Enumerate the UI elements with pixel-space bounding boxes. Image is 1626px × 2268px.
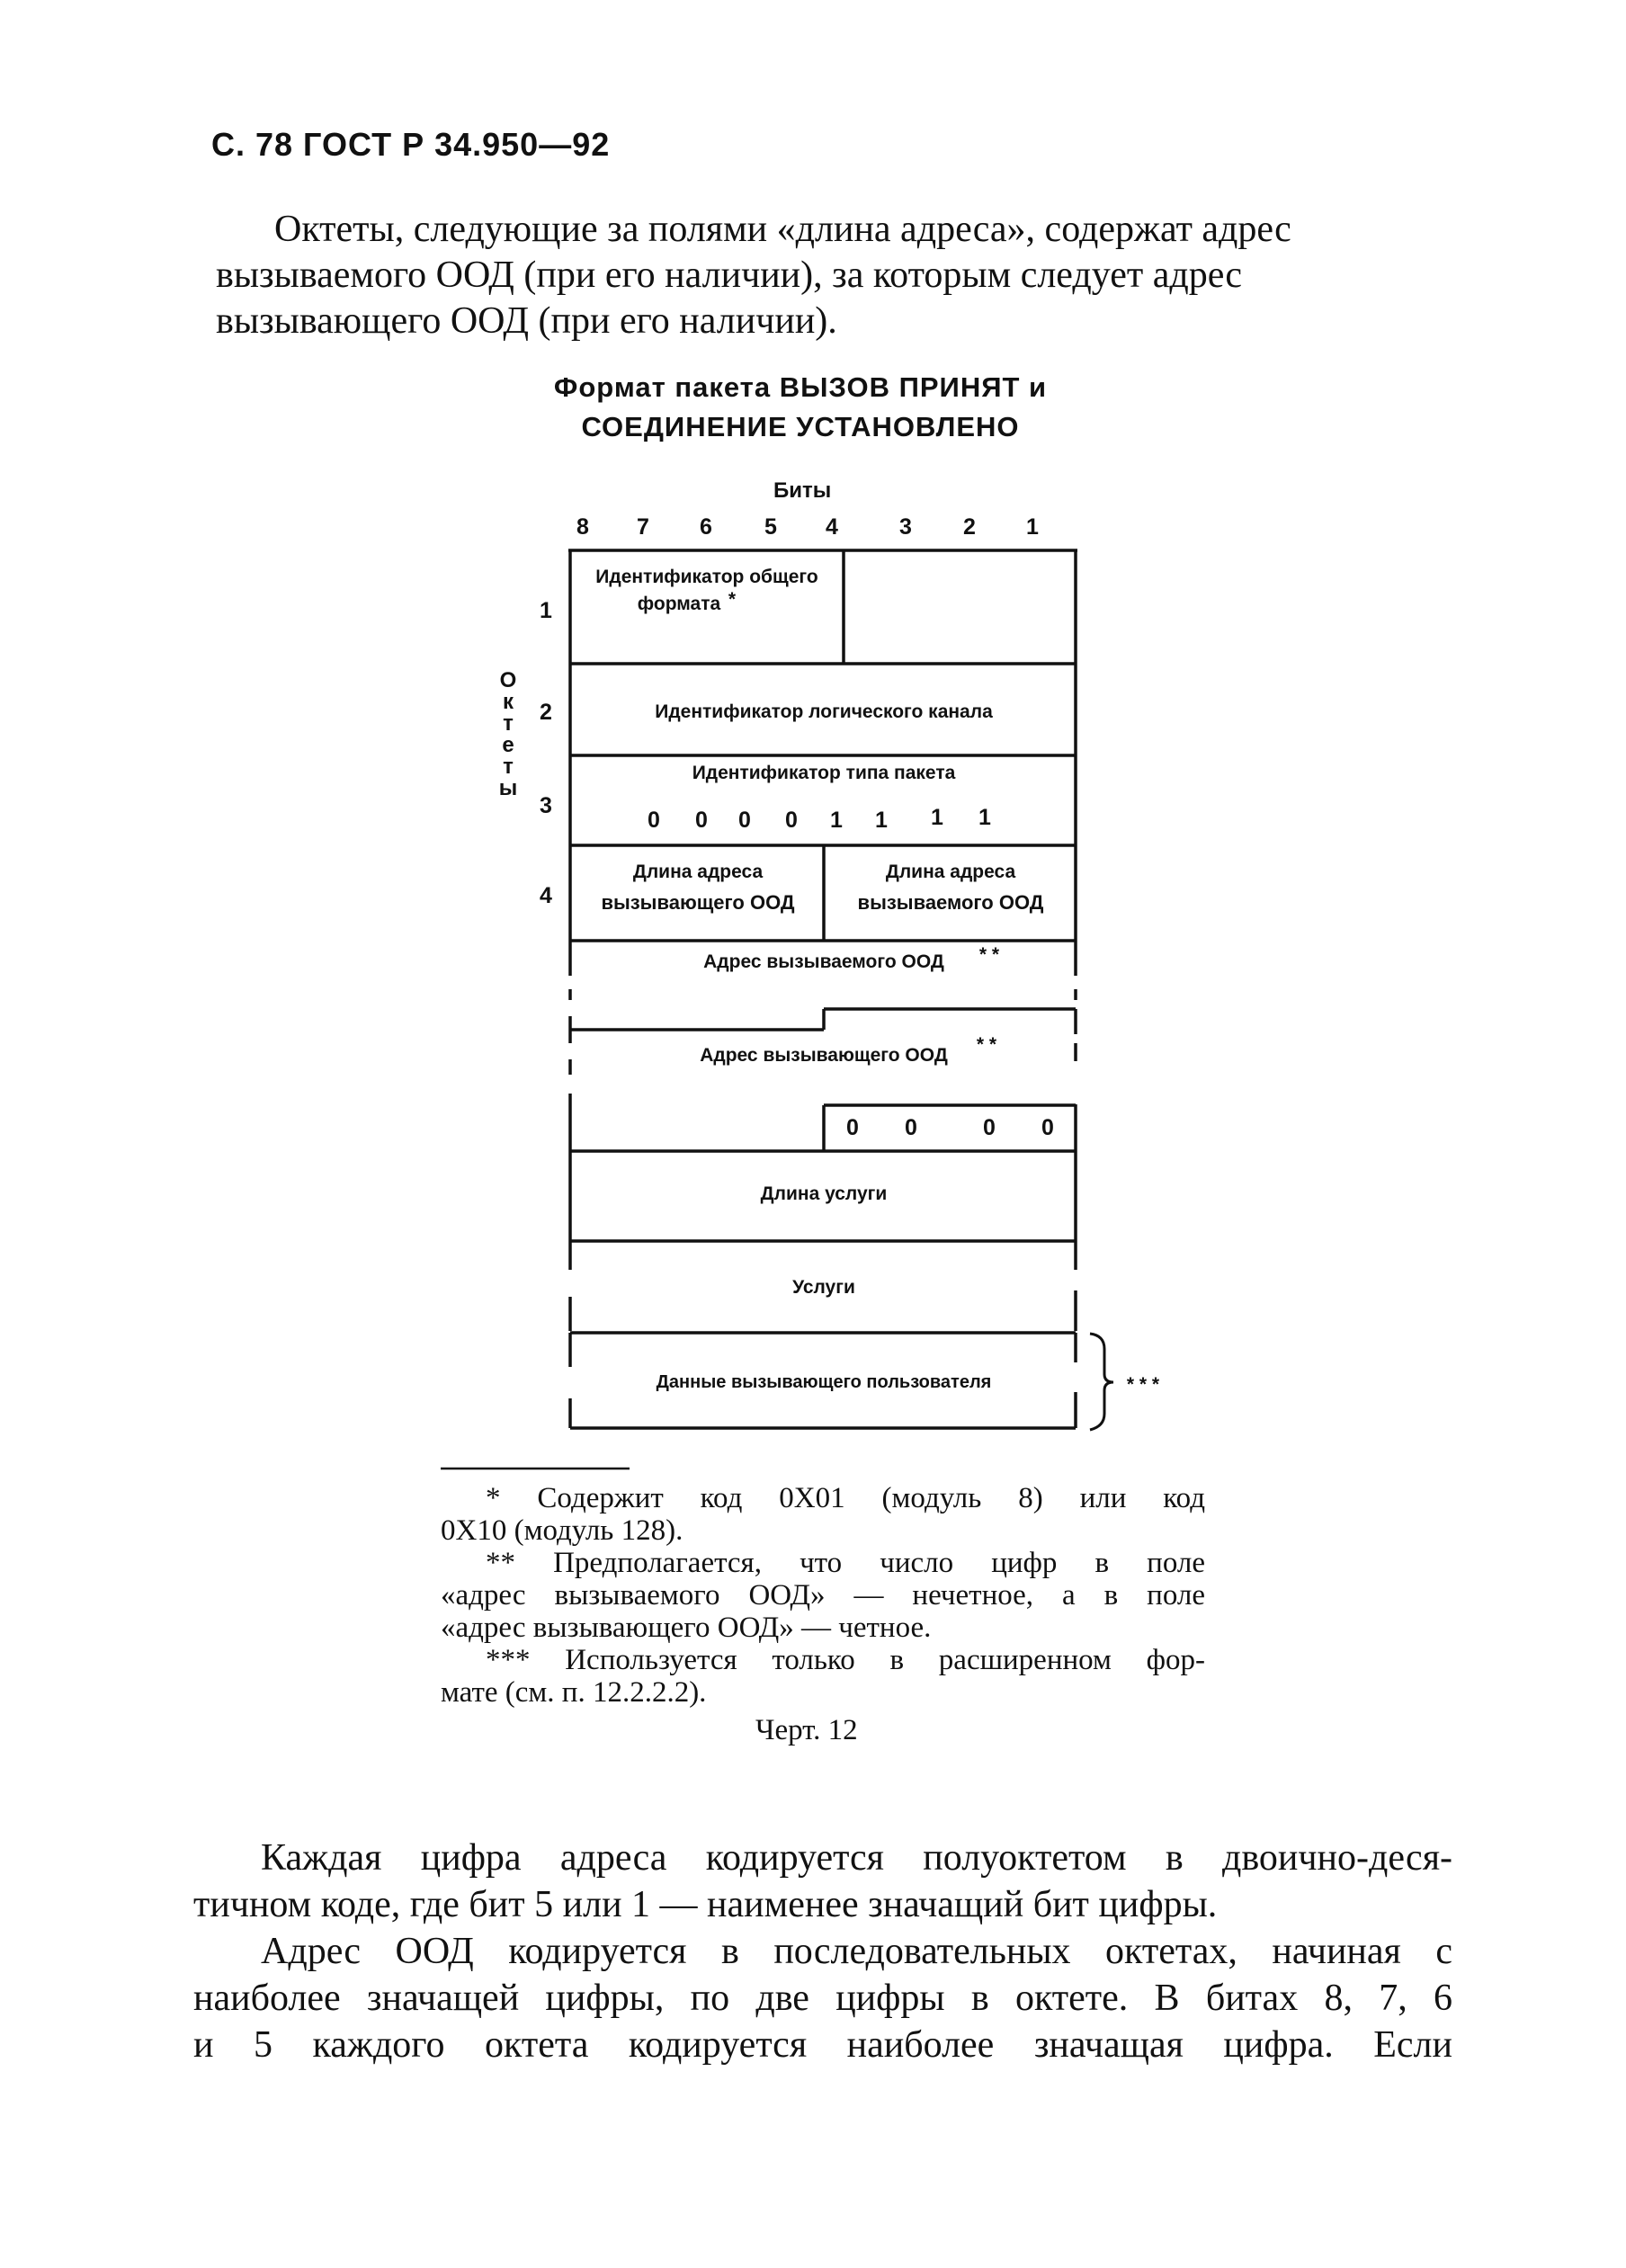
packet-type-bit-1: 1: [978, 805, 991, 830]
footnote-1-line-1: * Содержит код 0X01 (модуль 8) или код: [486, 1482, 1205, 1514]
figure-caption: Черт. 12: [755, 1714, 858, 1746]
bit-number-5: 5: [764, 514, 777, 540]
packet-type-bit-5: 0: [785, 808, 798, 833]
facilities-length-field: Длина услуги: [760, 1183, 888, 1204]
body-line-4: наиболее значащей цифры, по две цифры в октете. В битах 8, 7, 6: [193, 1978, 1452, 2019]
bit-number-7: 7: [637, 514, 649, 540]
body-line-2: тичном коде, где бит 5 или 1 — наименее значащий бит цифры.: [193, 1884, 1218, 1925]
body-line-5: и 5 каждого октета кодируется наиболее значащая цифра. Если: [193, 2024, 1452, 2066]
body-line-3: Адрес ООД кодируется в последовательных октетах, начиная с: [261, 1931, 1452, 1972]
intro-line-2: вызываемого ООД (при его наличии), за которым следует адрес: [216, 254, 1243, 296]
bit-number-3: 3: [899, 514, 912, 540]
footnote-3-line-1: *** Используется только в расширенном фор-: [486, 1644, 1205, 1676]
footnotes: [441, 1482, 1205, 1709]
pad-bit-4: 0: [846, 1115, 859, 1140]
figure-title-line-2: СОЕДИНЕНИЕ УСТАНОВЛЕНО: [581, 411, 1020, 442]
gfi-field-line-1: Идентификатор общего: [595, 567, 818, 587]
pad-bit-2: 0: [983, 1115, 996, 1140]
bit-number-1: 1: [1026, 514, 1039, 540]
calling-addr-length-line-2: вызывающего ООД: [601, 891, 795, 914]
intro-line-3: вызывающего ООД (при его наличии).: [216, 300, 837, 342]
called-addr-length-line-1: Длина адреса: [885, 862, 1016, 882]
called-addr-length-line-2: вызываемого ООД: [857, 891, 1044, 914]
lci-field: Идентификатор логического канала: [655, 701, 993, 722]
bit-number-4: 4: [826, 514, 838, 540]
calling-addr-length-line-1: Длина адреса: [632, 862, 764, 882]
facilities-field: Услуги: [792, 1277, 855, 1298]
body-paragraphs: [193, 1835, 1452, 2068]
gfi-footnote-mark: *: [728, 589, 737, 610]
bit-number-2: 2: [963, 514, 976, 540]
pad-bit-1: 0: [1041, 1115, 1054, 1140]
packet-type-field: Идентификатор типа пакета: [692, 763, 956, 783]
user-data-footnote-mark: * * *: [1126, 1374, 1160, 1395]
called-addr-footnote-mark: * *: [978, 944, 1000, 965]
pad-bit-3: 0: [905, 1115, 917, 1140]
footnote-2-line-3: «адрес вызывающего ООД» — четное.: [441, 1612, 932, 1644]
intro-line-1: Октеты, следующие за полями «длина адреса», содержат адрес: [274, 209, 1291, 250]
footnote-2-line-1: ** Предполагается, что число цифр в поле: [486, 1547, 1205, 1579]
packet-type-bit-8: 0: [648, 808, 660, 833]
footnote-1-line-2: 0X10 (модуль 128).: [441, 1514, 683, 1547]
octets-letter: т: [503, 711, 514, 736]
packet-type-bit-4: 1: [830, 808, 843, 833]
calling-addr-field: Адрес вызывающего ООД: [700, 1045, 948, 1066]
bit-number-8: 8: [576, 514, 589, 540]
gfi-field-line-2: формата: [637, 594, 721, 614]
packet-type-bit-3: 1: [875, 808, 888, 833]
packet-type-bit-6: 0: [738, 808, 751, 833]
octet-number-1: 1: [540, 598, 552, 623]
body-line-1: Каждая цифра адреса кодируется полуоктетом в двоично-деся-: [261, 1837, 1452, 1879]
calling-addr-footnote-mark: * *: [976, 1034, 997, 1055]
figure-title-line-1: Формат пакета ВЫЗОВ ПРИНЯТ и: [553, 371, 1048, 403]
octets-letter: к: [502, 690, 514, 714]
bits-label: Биты: [773, 478, 832, 503]
octet-number-3: 3: [540, 793, 552, 818]
octets-letter: О: [499, 668, 517, 692]
octet-number-4: 4: [540, 883, 552, 908]
bit-number-6: 6: [700, 514, 712, 540]
packet-type-bit-7: 0: [695, 808, 708, 833]
octets-letter: е: [502, 733, 514, 757]
octets-letter: т: [503, 755, 514, 779]
footnote-3-line-2: мате (см. п. 12.2.2.2).: [441, 1676, 707, 1709]
footnote-2-line-2: «адрес вызываемого ООД» — нечетное, а в поле: [441, 1579, 1205, 1612]
octet-number-2: 2: [540, 700, 552, 725]
packet-type-bit-2: 1: [931, 805, 943, 830]
called-addr-field: Адрес вызываемого ООД: [703, 951, 944, 972]
page-header: С. 78 ГОСТ Р 34.950—92: [211, 126, 611, 163]
octets-letter: ы: [498, 776, 518, 800]
user-data-field: Данные вызывающего пользователя: [656, 1372, 992, 1392]
